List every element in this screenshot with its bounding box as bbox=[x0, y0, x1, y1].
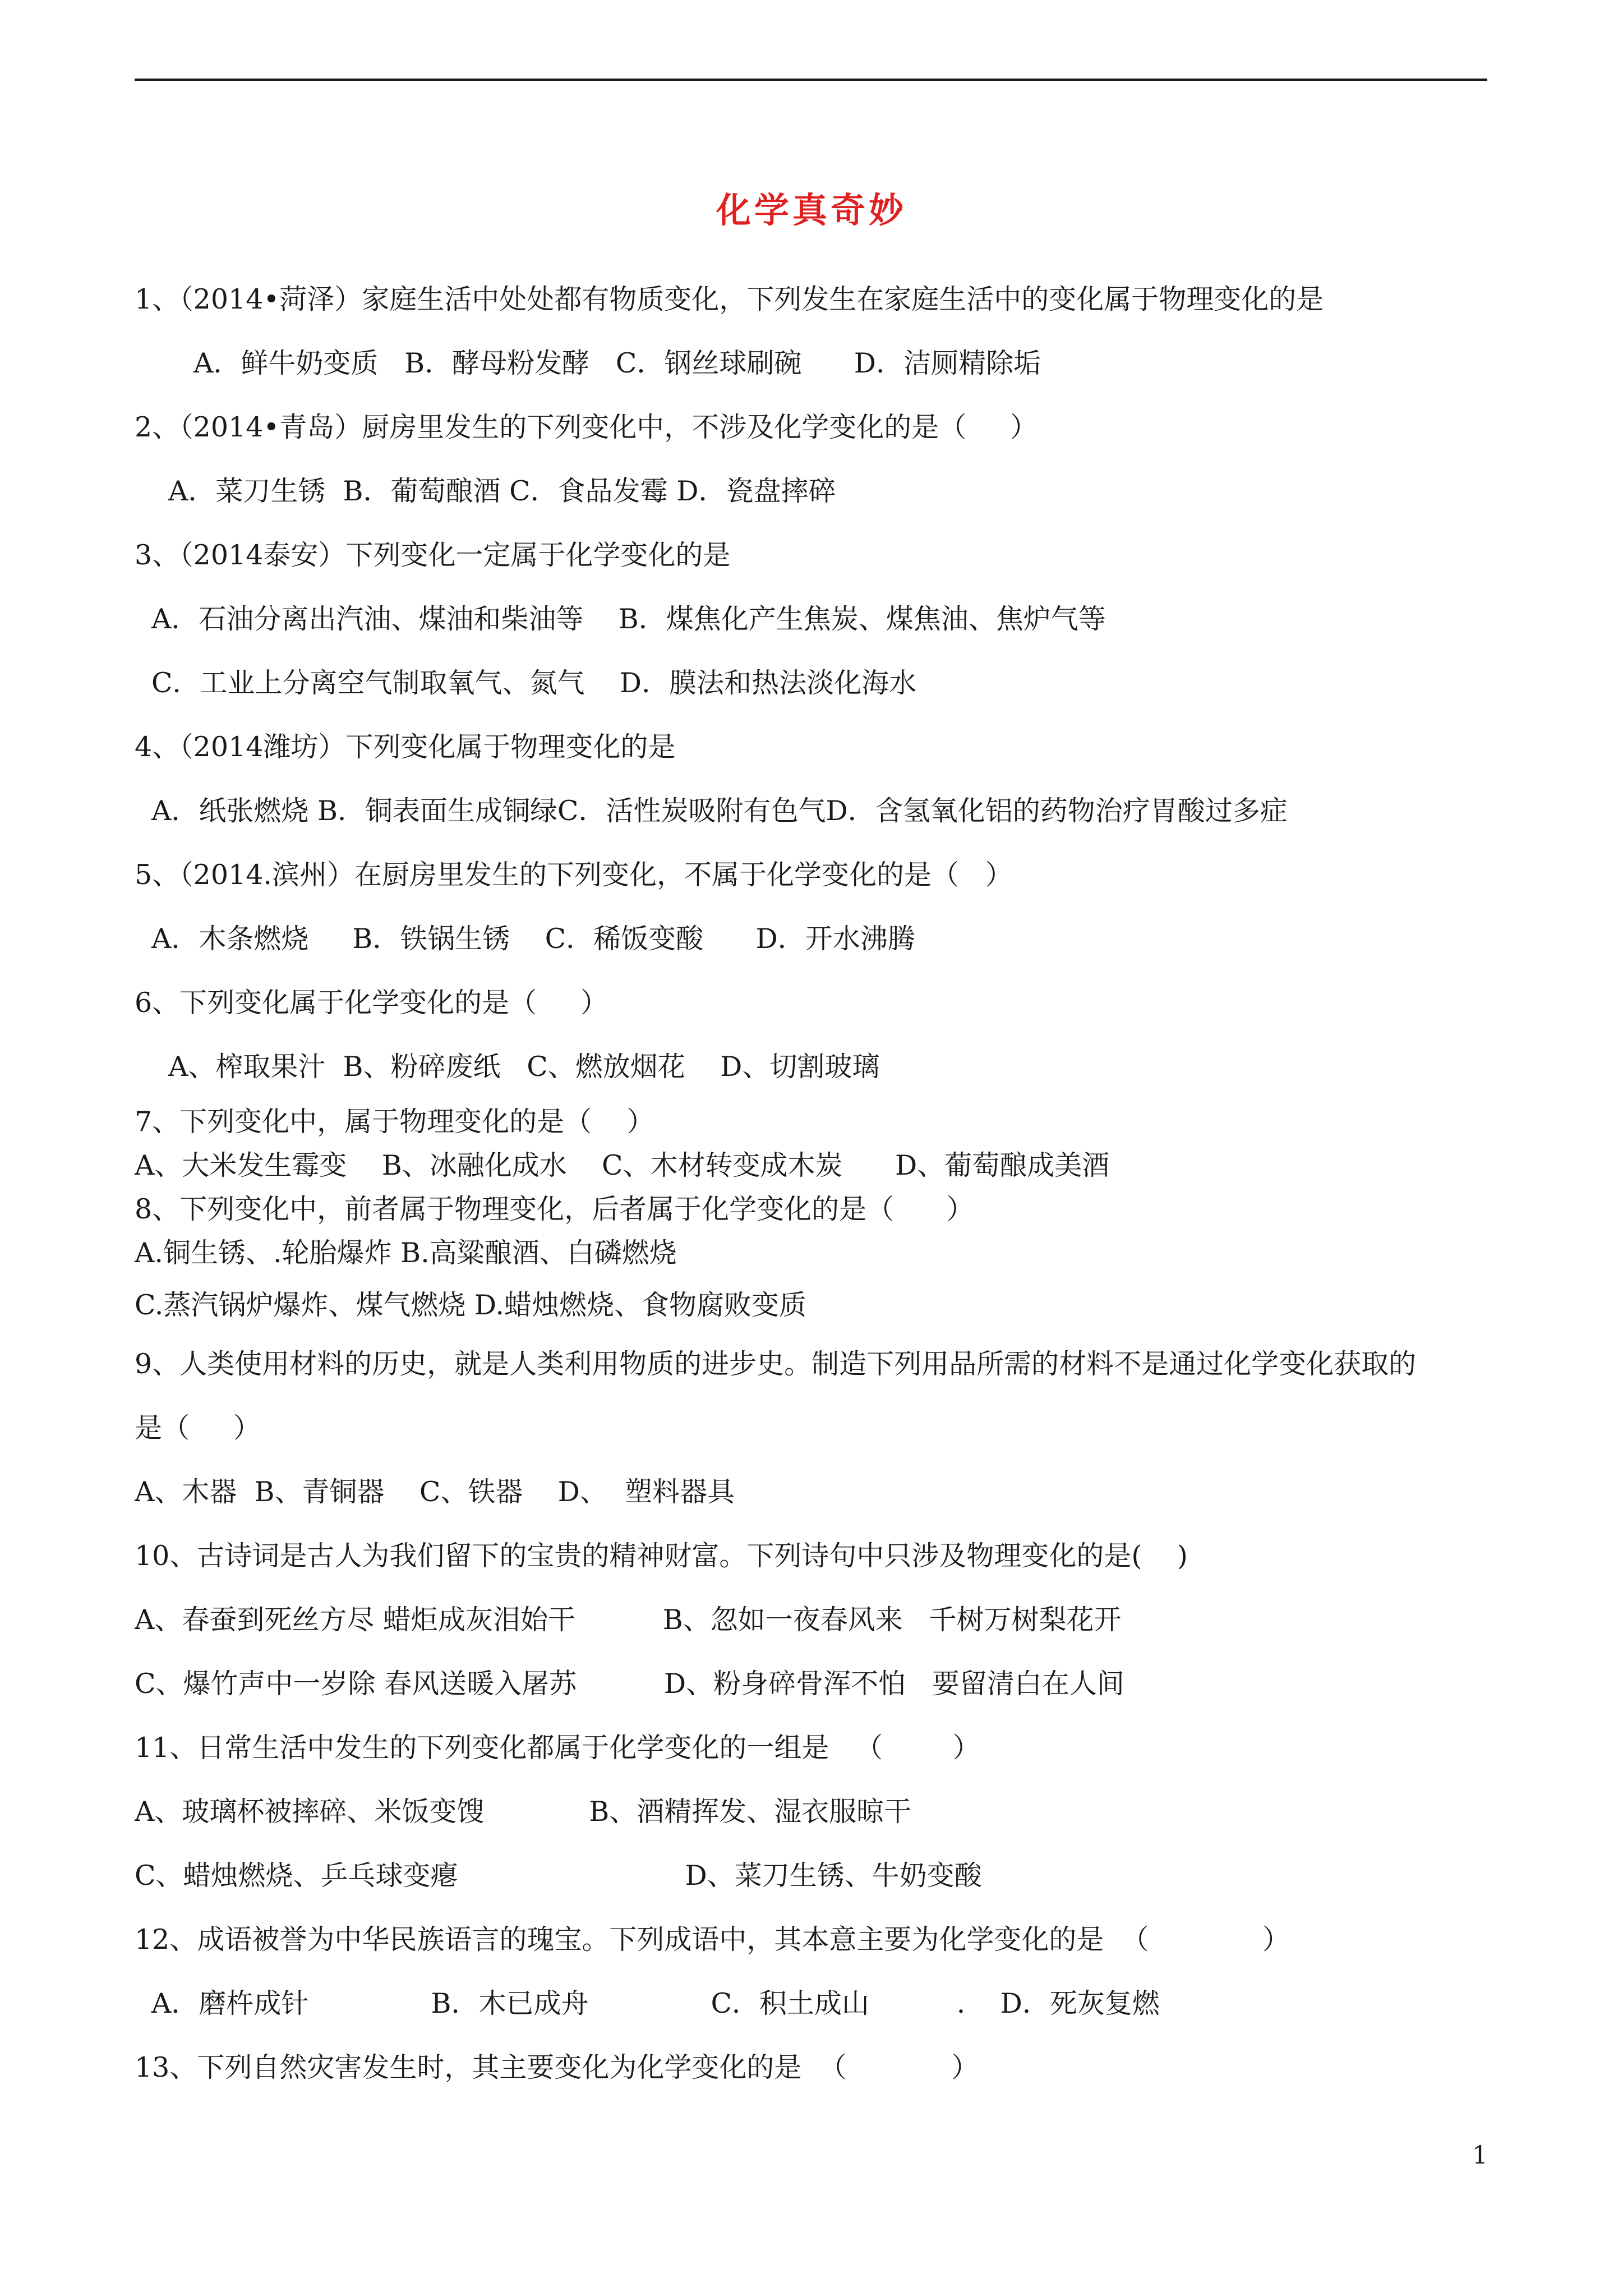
question-5-options: A．木条燃烧 B．铁锅生锈 C．稀饭变酸 D．开水沸腾 bbox=[151, 923, 915, 955]
question-12-stem: 12、成语被誉为中华民族语言的瑰宝。下列成语中，其本意主要为化学变化的是 （ ） bbox=[135, 1924, 1290, 1955]
question-1-options: A．鲜牛奶变质 B．酵母粉发酵 C．钢丝球刷碗 D．洁厕精除垢 bbox=[193, 347, 1041, 379]
question-13-stem: 13、下列自然灾害发生时，其主要变化为化学变化的是 （ ） bbox=[135, 2051, 979, 2083]
question-10-stem: 10、古诗词是古人为我们留下的宝贵的精神财富。下列诗句中只涉及物理变化的是( ) bbox=[135, 1540, 1188, 1572]
question-9-stem: 9、人类使用材料的历史，就是人类利用物质的进步史。制造下列用品所需的材料不是通过化学变化获取的 bbox=[135, 1348, 1417, 1380]
question-9-options: A、木器 B、青铜器 C、铁器 D、 塑料器具 bbox=[135, 1476, 735, 1508]
header-rule bbox=[135, 79, 1487, 81]
question-7-stem: 7、下列变化中，属于物理变化的是（ ） bbox=[135, 1106, 654, 1138]
question-8-stem: 8、下列变化中，前者属于物理变化，后者属于化学变化的是（ ） bbox=[135, 1193, 974, 1225]
question-3-options-cd: C．工业上分离空气制取氧气、氮气 D．膜法和热法淡化海水 bbox=[151, 667, 917, 699]
question-11-options-cd: C、蜡烛燃烧、乒乓球变瘪 D、菜刀生锈、牛奶变酸 bbox=[135, 1860, 982, 1892]
question-10-options-ab: A、春蚕到死丝方尽 蜡炬成灰泪始干 B、忽如一夜春风来 千树万树梨花开 bbox=[135, 1604, 1122, 1636]
question-4-stem: 4、（2014潍坊）下列变化属于物理变化的是 bbox=[135, 731, 676, 763]
question-9-stem-cont: 是（ ） bbox=[135, 1412, 261, 1444]
question-11-stem: 11、日常生活中发生的下列变化都属于化学变化的一组是 （ ） bbox=[135, 1732, 980, 1764]
question-8-options-ab: A.铜生锈、.轮胎爆炸 B.高粱酿酒、白磷燃烧 bbox=[135, 1237, 677, 1269]
question-3-stem: 3、（2014泰安）下列变化一定属于化学变化的是 bbox=[135, 539, 731, 571]
question-8-options-cd: C.蒸汽锅炉爆炸、煤气燃烧 D.蜡烛燃烧、食物腐败变质 bbox=[135, 1289, 807, 1321]
question-7-options: A、大米发生霉变 B、冰融化成水 C、木材转变成木炭 D、葡萄酿成美酒 bbox=[135, 1149, 1110, 1181]
question-4-options: A．纸张燃烧 B．铜表面生成铜绿C．活性炭吸附有色气D．含氢氧化铝的药物治疗胃酸过多症 bbox=[151, 795, 1288, 827]
question-3-options-ab: A．石油分离出汽油、煤油和柴油等 B．煤焦化产生焦炭、煤焦油、焦炉气等 bbox=[151, 603, 1106, 635]
question-1-stem: 1、（2014•菏泽）家庭生活中处处都有物质变化，下列发生在家庭生活中的变化属于物理变化的是 bbox=[135, 283, 1324, 315]
question-6-options: A、榨取果汁 B、粉碎废纸 C、燃放烟花 D、切割玻璃 bbox=[168, 1051, 880, 1083]
question-2-options: A．菜刀生锈 B．葡萄酿酒 C．食品发霉 D．瓷盘摔碎 bbox=[168, 475, 836, 507]
page-number: 1 bbox=[1472, 2141, 1488, 2170]
question-2-stem: 2、（2014•青岛）厨房里发生的下列变化中，不涉及化学变化的是（ ） bbox=[135, 411, 1038, 443]
question-5-stem: 5、（2014.滨州）在厨房里发生的下列变化，不属于化学变化的是（ ） bbox=[135, 859, 1013, 891]
document-title: 化学真奇妙 bbox=[716, 190, 907, 231]
question-12-options: A．磨杵成针 B．木已成舟 C．积土成山 . D．死灰复燃 bbox=[151, 1987, 1160, 2019]
question-11-options-ab: A、玻璃杯被摔碎、米饭变馊 B、酒精挥发、湿衣服晾干 bbox=[135, 1796, 912, 1828]
question-10-options-cd: C、爆竹声中一岁除 春风送暖入屠苏 D、粉身碎骨浑不怕 要留清白在人间 bbox=[135, 1668, 1124, 1700]
question-6-stem: 6、下列变化属于化学变化的是（ ） bbox=[135, 987, 608, 1019]
